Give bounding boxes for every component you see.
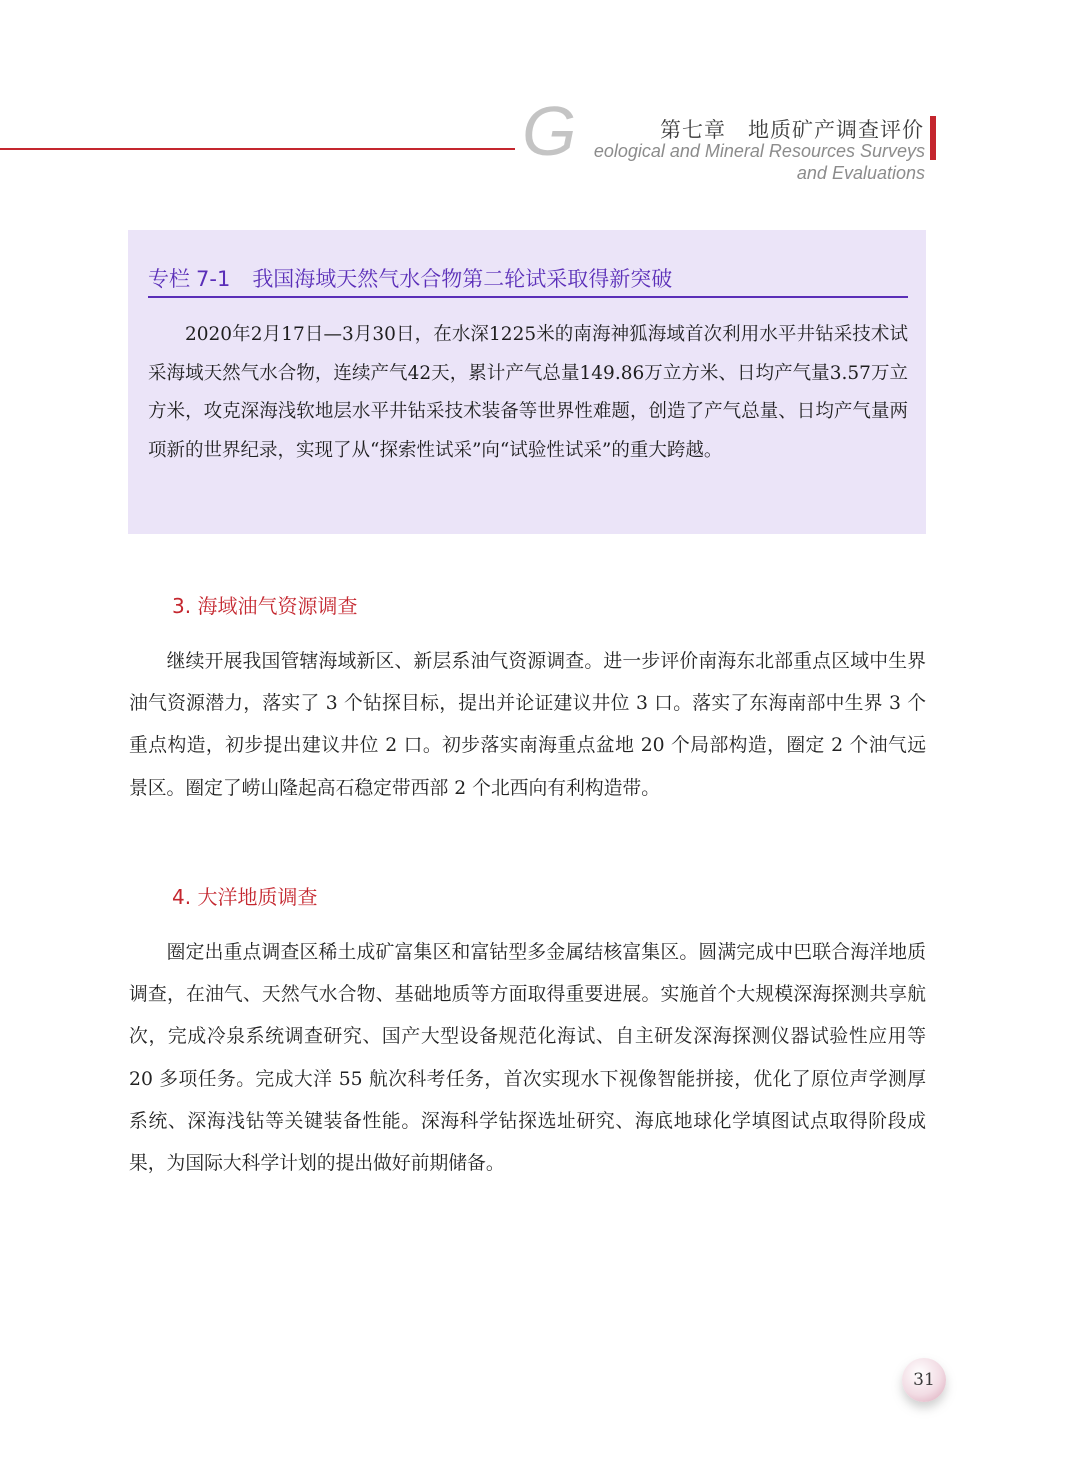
page-number: 31 [902,1358,946,1402]
section-body-offshore-oil-gas: 继续开展我国管辖海域新区、新层系油气资源调查。进一步评价南海东北部重点区域中生界油气资源潜力，落实了 3 个钻探目标，提出并论证建议井位 3 口。落实了东海南部中生界 3 个重点构造，初步提出建议井位 2 口。初步落实南海重点盆地 20 个局部构造，圈定 2 个油气远景区。圈定了崂山隆起高石稳定带西部 2 个北西向有利构造带。 [129,651,926,799]
chapter-title: 第七章 地质矿产调查评价 [660,118,924,142]
section-title-ocean-geology: 4. 大洋地质调查 [172,885,318,909]
chapter-english-line-1: eological and Mineral Resources Surveys [593,141,925,161]
chapter-english-line-2: and Evaluations [796,163,925,183]
sidebar-box-rule [148,296,908,298]
sidebar-box-number: 7-1 [196,267,231,291]
header-accent-bar [930,116,936,160]
sidebar-box [128,230,926,534]
chapter-english-title [525,140,925,184]
sidebar-box-body: 2020年2月17日—3月30日，在水深1225米的南海神狐海域首次利用水平井钻采技术试采海域天然气水合物，连续产气42天，累计产气总量149.86万立方米、日均产气量3.57万立方米，攻克深海浅软地层水平井钻采技术装备等世界性难题，创造了产气总量、日均产气量两项新的世界纪录，实现了从“探索性试采”向“试验性试采”的重大跨越。 [148,324,908,462]
header-g-letter: G [522,92,577,170]
section-title-offshore-oil-gas: 3. 海域油气资源调查 [172,594,358,618]
sidebar-box-heading: 我国海域天然气水合物第二轮试采取得新突破 [252,267,673,291]
sidebar-box-label: 专栏 [148,267,190,291]
section-body-ocean-geology: 圈定出重点调查区稀土成矿富集区和富钴型多金属结核富集区。圆满完成中巴联合海洋地质调查，在油气、天然气水合物、基础地质等方面取得重要进展。实施首个大规模深海探测共享航次，完成冷泉系统调查研究、国产大型设备规范化海试、自主研发深海探测仪器试验性应用等 20 多项任务。完成大洋 55 航次科考任务，首次实现水下视像智能拼接，优化了原位声学测厚系统、深海浅钻等关键装备性能。深海科学钻探选址研究、海底地球化学填图试点取得阶段成果，为国际大科学计划的提出做好前期储备。 [129,942,926,1175]
sidebar-box-title [148,264,908,294]
header-rule [0,148,515,150]
